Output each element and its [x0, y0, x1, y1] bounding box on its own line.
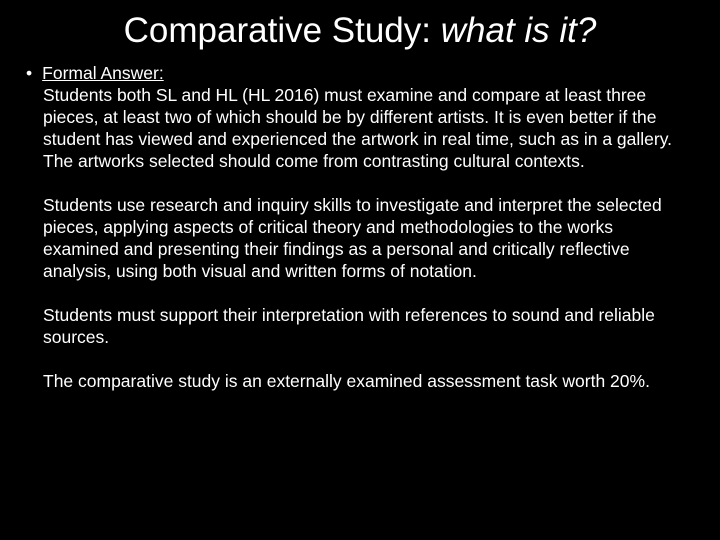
title-main: Comparative Study:	[123, 11, 441, 50]
paragraph-sources: Students must support their interpretation with references to sound and reliable sources.	[43, 305, 655, 347]
paragraph-assessment: The comparative study is an externally examined assessment task worth 20%.	[43, 371, 650, 391]
paragraph-formal-answer: Students both SL and HL (HL 2016) must examine and compare at least three pieces, at least two of which should be by different artists. It is even better if the student has viewed and experienced the artwork in real time, such as in a gallery. The artworks selected should come from contrasting cultural contexts.	[43, 85, 673, 171]
slide-title	[0, 8, 720, 54]
bullet-heading: Formal Answer:	[42, 63, 164, 83]
paragraph-research: Students use research and inquiry skills to investigate and interpret the selected pieces, applying aspects of critical theory and methodologies to the works examined and presenting their findings as a personal and critically reflective analysis, using both visual and written forms of notation.	[43, 195, 662, 281]
bullet-dot: •	[26, 63, 33, 83]
slide-body	[26, 62, 683, 392]
title-emphasis: what is it?	[440, 11, 597, 50]
bullet-item	[26, 62, 666, 84]
